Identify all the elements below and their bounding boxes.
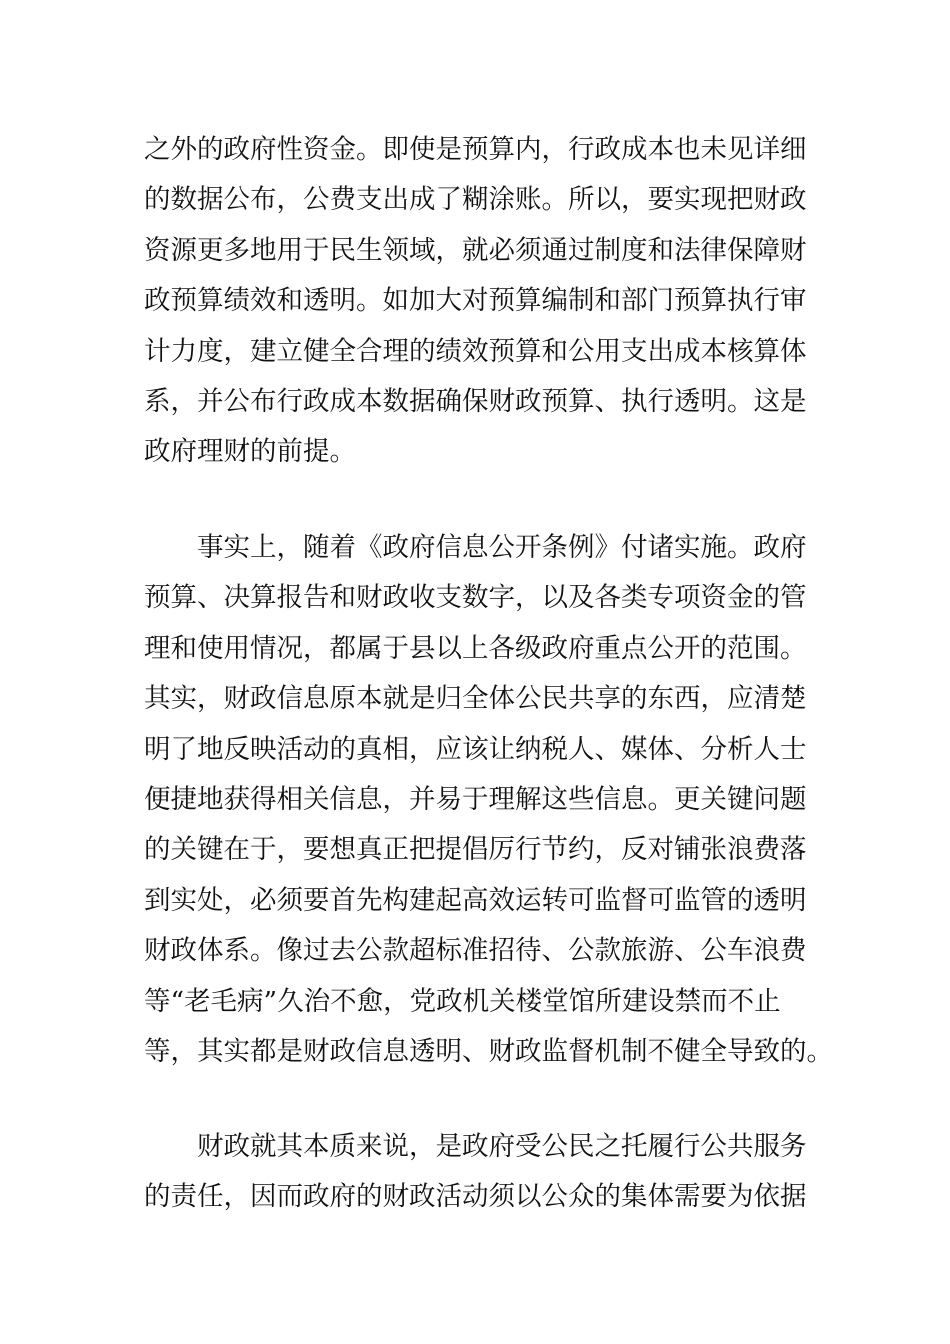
text-line: 明了地反映活动的真相，应该让纳税人、媒体、分析人士: [144, 733, 807, 765]
text-line: 到实处，必须要首先构建起高效运转可监督可监管的透明: [144, 884, 807, 916]
text-line: 计力度，建立健全合理的绩效预算和公用支出成本核算体: [144, 335, 807, 367]
text-line: 政预算绩效和透明。如加大对预算编制和部门预算执行审: [144, 285, 807, 317]
text-line: 财政就其本质来说，是政府受公民之托履行公共服务: [144, 1131, 807, 1162]
text-line: 等，其实都是财政信息透明、财政监督机制不健全导致的。: [144, 1035, 833, 1067]
text-line: 便捷地获得相关信息，并易于理解这些信息。更关键问题: [144, 783, 807, 815]
text-line: 政府理财的前提。: [144, 436, 356, 468]
text-line: 的责任，因而政府的财政活动须以公众的集体需要为依据: [144, 1181, 807, 1213]
text-line: 理和使用情况，都属于县以上各级政府重点公开的范围。: [144, 632, 807, 664]
paragraph-3: [144, 1122, 814, 1223]
text-line: 财政体系。像过去公款超标准招待、公款旅游、公车浪费: [144, 935, 807, 967]
text-line: 的数据公布，公费支出成了糊涂账。所以，要实现把财政: [144, 184, 807, 216]
paragraph-2: [144, 523, 833, 1077]
text-line: 之外的政府性资金。即使是预算内，行政成本也未见详细: [144, 134, 807, 165]
paragraph-1: [144, 125, 814, 478]
text-line: 等“老毛病”久治不愈，党政机关楼堂馆所建设禁而不止: [144, 985, 781, 1017]
text-line: 的关键在于，要想真正把提倡厉行节约，反对铺张浪费落: [144, 834, 807, 866]
text-line: 其实，财政信息原本就是归全体公民共享的东西，应清楚: [144, 683, 807, 715]
text-line: 资源更多地用于民生领域，就必须通过制度和法律保障财: [144, 234, 807, 266]
text-line: 预算、决算报告和财政收支数字，以及各类专项资金的管: [144, 582, 807, 614]
text-line: 事实上，随着《政府信息公开条例》付诸实施。政府: [144, 532, 807, 563]
text-line: 系，并公布行政成本数据确保财政预算、执行透明。这是: [144, 385, 807, 417]
